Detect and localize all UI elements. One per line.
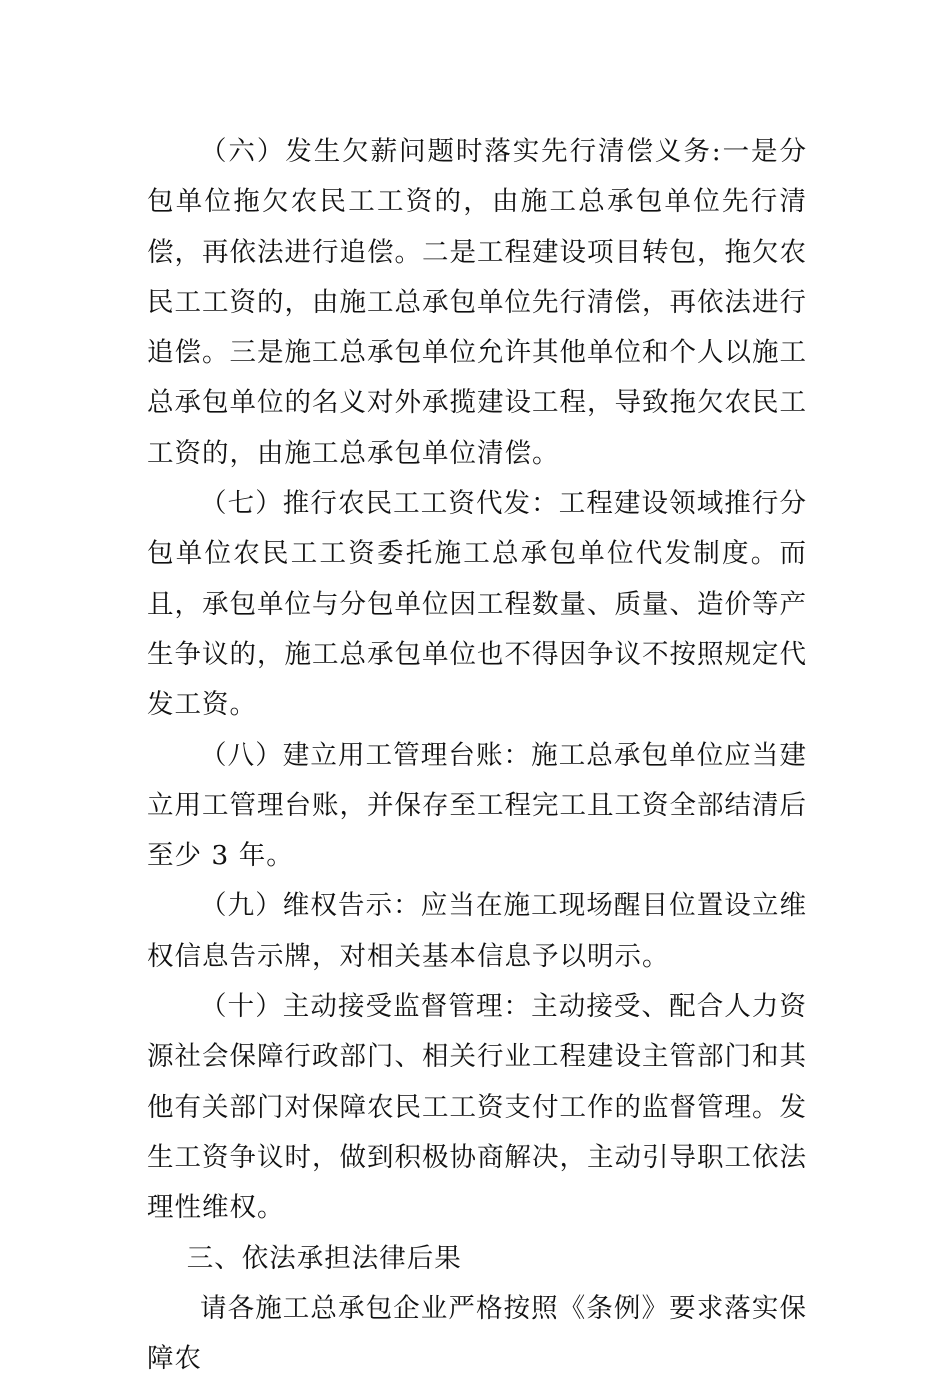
paragraph-9: （九）维权告示：应当在施工现场醒目位置设立维权信息告示牌，对相关基本信息予以明示。 [147,890,807,972]
document-body [147,127,807,1384]
section-heading: 三、依法承担法律后果 [186,1242,462,1274]
paragraph-6: （六）发生欠薪问题时落实先行清偿义务:一是分包单位拖欠农民工工资的，由施工总承包单位先行清偿，再依法进行追偿。二是工程建设项目转包，拖欠农民工工资的，由施工总承包单位先行清偿，再依法进行追偿。三是施工总承包单位允许其他单位和个人以施工总承包单位的名义对外承揽建设工程，导致拖欠农民工工资的，由施工总承包单位清偿。 [147,136,807,469]
closing-paragraph: 请各施工总承包企业严格按照《条例》要求落实保障农 [147,1292,807,1375]
paragraph-10: （十）主动接受监督管理：主动接受、配合人力资源社会保障行政部门、相关行业工程建设主管部门和其他有关部门对保障农民工工资支付工作的监督管理。发生工资争议时，做到积极协商解决，主动引导职工依法理性维权。 [147,991,807,1224]
paragraph-7: （七）推行农民工工资代发：工程建设领域推行分包单位农民工工资委托施工总承包单位代发制度。而且，承包单位与分包单位因工程数量、质量、造价等产生争议的，施工总承包单位也不得因争议不按照规定代发工资。 [147,488,807,721]
paragraph-8: （八）建立用工管理台账：施工总承包单位应当建立用工管理台账，并保存至工程完工且工资全部结清后至少 3 年。 [147,739,807,872]
